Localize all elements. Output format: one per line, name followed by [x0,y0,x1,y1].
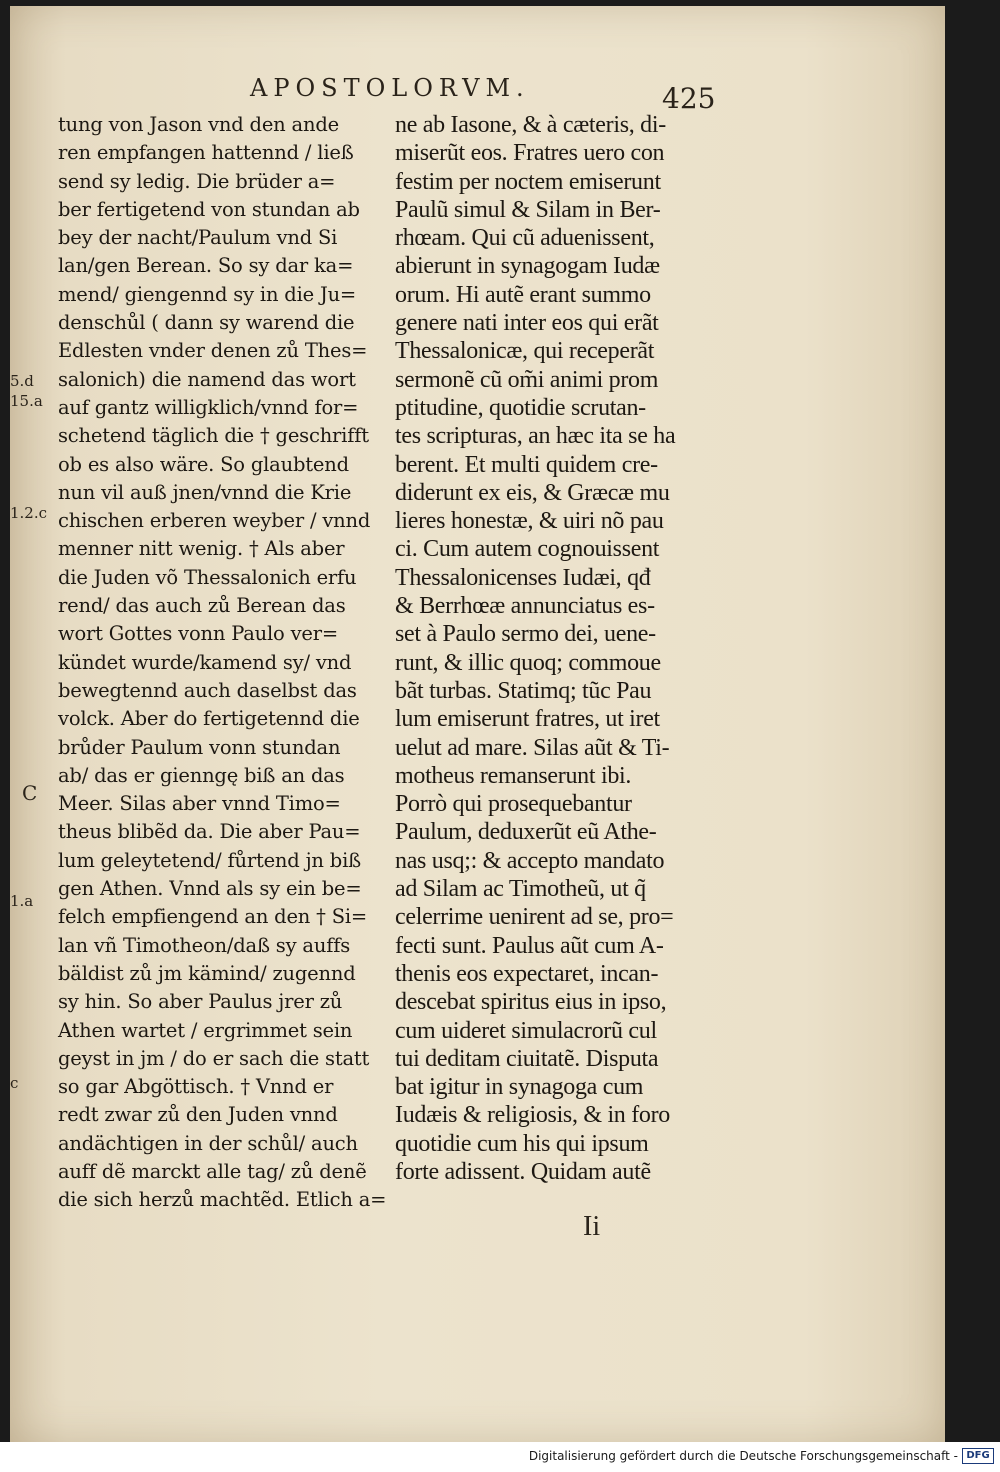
latin-text-column [395,111,725,1186]
text-line: Paulũ simul & Silam in Ber- [395,196,661,223]
book-page [10,6,945,1442]
text-line: ad Silam ac Timotheũ, ut q̃ [395,876,646,903]
text-line: lieres honestæ, & uiri nõ pau [395,508,664,535]
text-line: chischen erberen weyber / vnnd [58,509,371,533]
text-line: mend/ giengennd sy in die Ju= [58,282,357,306]
text-line: lan/gen Berean. So sy dar ka= [58,254,354,278]
text-line: lan vñ Timotheon/daß sy auffs [58,933,351,957]
text-line: so gar Abgöttisch. † Vnnd er [58,1075,334,1099]
text-line: tes scripturas, an hæc ita se ha [395,423,676,450]
running-title: APOSTOLORVM. [250,74,530,102]
text-line: denschůl ( dann sy warend die [58,311,355,335]
text-line: geyst in jm / do er sach die statt [58,1046,370,1070]
text-line: Thessalonicæ, qui receperãt [395,338,655,365]
text-line: motheus remanserunt ibi. [395,762,632,789]
text-line: ber fertigetend von stundan ab [58,197,360,221]
text-line: ob es also wäre. So glaubtend [58,452,349,476]
text-line: uelut ad mare. Silas aũt & Ti- [395,734,670,761]
funding-notice: Digitalisierung gefördert durch die Deutsche Forschungsgemeinschaft - [528,1449,958,1463]
text-line: bey der nacht/Paulum vnd Si [58,226,338,250]
text-line: redt zwar zů den Juden vnnd [58,1103,338,1127]
text-line: sy hin. So aber Paulus jrer zů [58,990,343,1014]
text-line: rhœam. Qui cũ aduenissent, [395,225,655,252]
text-line: kündet wurde/kamend sy/ vnd [58,650,352,674]
text-line: Paulum, deduxerũt eũ Athe- [395,819,657,846]
text-line: felch empfiengend an den † Si= [58,905,368,929]
text-line: abierunt in synagogam Iudæ [395,253,660,280]
text-line: festim per noctem emiserunt [395,168,661,195]
footer-bar [0,1442,1000,1472]
text-line: lum emiserunt fratres, ut iret [395,706,660,733]
text-line: cum uideret simulacrorũ cul [395,1017,657,1044]
text-line: miserũt eos. Fratres uero con [395,140,665,167]
text-line: andächtigen in der schůl/ auch [58,1131,358,1155]
text-line: brůder Paulum vonn stundan [58,735,341,759]
marginal-note: 1.a [10,892,34,910]
text-line: & Berrhœæ annunciatus es- [395,593,655,620]
text-line: menner nitt wenig. † Als aber [58,537,345,561]
text-line: genere nati inter eos qui erãt [395,310,659,337]
text-line: schetend täglich die † geschrifft [58,424,369,448]
text-line: volck. Aber do fertigetennd die [58,707,360,731]
text-line: auff dẽ marckt alle tag/ zů denẽ [58,1159,367,1183]
marginal-note: c [10,1074,19,1092]
text-line: tui deditam ciuitatẽ. Disputa [395,1045,659,1072]
text-line: celerrime uenirent ad se, pro= [395,904,674,931]
text-line: orum. Hi autẽ erant summo [395,281,651,308]
marginal-note: 1.2.c [10,504,48,522]
text-line: ptitudine, quotidie scrutan- [395,394,646,421]
text-line: ren empfangen hattennd / ließ [58,141,354,165]
text-line: Meer. Silas aber vnnd Timo= [58,792,341,816]
text-line: rend/ das auch zů Berean das [58,594,346,618]
text-line: set à Paulo sermo dei, uene- [395,621,656,648]
text-line: bat igitur in synagoga cum [395,1074,644,1101]
text-line: lum geleytetend/ fůrtend jn biß [58,848,361,872]
text-line: descebat spiritus eius in ipso, [395,989,667,1016]
text-line: Athen wartet / ergrimmet sein [58,1018,353,1042]
text-line: Edlesten vnder denen zů Thes= [58,339,368,363]
text-line: Thessalonicenses Iudæi, qđ [395,564,651,591]
text-line: thenis eos expectaret, incan- [395,960,659,987]
text-line: sermonẽ cũ om̃i animi prom [395,366,659,393]
text-line: nun vil auß jnen/vnnd die Krie [58,480,352,504]
text-line: ab/ das er gienngę biß an das [58,763,345,787]
text-line: Iudæis & religiosis, & in foro [395,1102,670,1129]
german-text-column [58,111,388,1215]
text-line: wort Gottes vonn Paulo ver= [58,622,339,646]
text-line: gen Athen. Vnnd als sy ein be= [58,877,362,901]
text-line: fecti sunt. Paulus aũt cum A- [395,932,664,959]
marginal-note: 5.d [10,372,34,390]
marginal-note: 15.a [10,392,43,410]
dfg-logo: DFG [962,1448,994,1464]
marginal-note: C [22,781,38,805]
text-line: runt, & illic quoq; commoue [395,649,661,676]
signature-mark: Ii [583,1211,601,1242]
text-line: Porrò qui prosequebantur [395,791,632,818]
text-line: salonich) die namend das wort [58,367,356,391]
text-line: bãt turbas. Statimq; tũc Pau [395,677,652,704]
text-line: auf gantz willigklich/vnnd for= [58,395,359,419]
text-line: die Juden võ Thessalonich erfu [58,565,357,589]
text-line: diderunt ex eis, & Græcæ mu [395,479,670,506]
text-line: bäldist zů jm kämind/ zugennd [58,961,356,985]
text-line: ne ab Iasone, & à cæteris, di- [395,112,666,138]
text-line: die sich herzů machtẽd. Etlich a= [58,1188,387,1212]
text-line: ci. Cum autem cognouissent [395,536,660,563]
text-line: bewegtennd auch daselbst das [58,678,357,702]
text-line: nas usq;: & accepto mandato [395,847,665,874]
page-number: 425 [662,82,716,115]
text-line: theus blibẽd da. Die aber Pau= [58,820,361,844]
text-line: berent. Et multi quidem cre- [395,451,658,478]
text-line: quotidie cum his qui ipsum [395,1130,649,1157]
text-line: tung von Jason vnd den ande [58,113,339,136]
text-line: forte adissent. Quidam autẽ [395,1158,651,1185]
text-line: send sy ledig. Die brüder a= [58,169,336,193]
